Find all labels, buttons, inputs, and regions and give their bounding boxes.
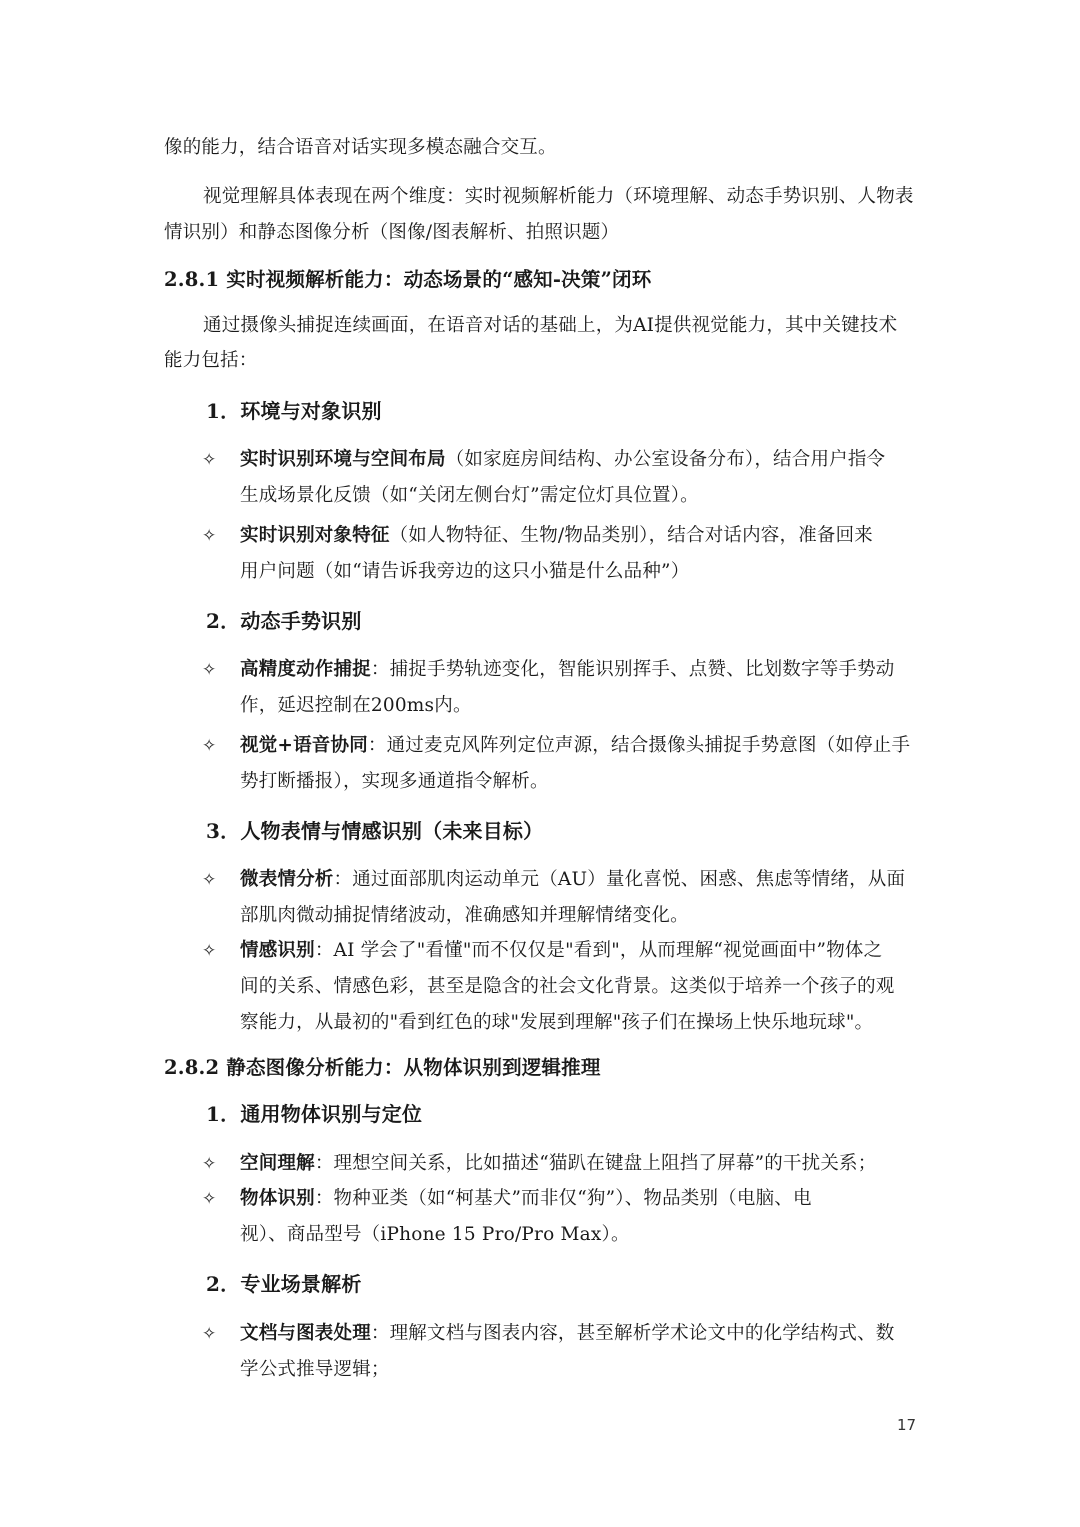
bullet-line — [240, 938, 882, 964]
four-point-star-icon: ✧ — [202, 526, 217, 546]
bullet-line — [240, 867, 905, 893]
bullet-bold-term: 视觉+语音协同 — [240, 735, 368, 756]
bullet-bold-term: 高精度动作捕捉 — [240, 659, 371, 680]
section-2-8-1-para-line-1: 通过摄像头捕捉连续画面，在语音对话的基础上，为AI提供视觉能力，其中关键技术 — [203, 315, 898, 336]
bullet-text: ：捕捉手势轨迹变化，智能识别挥手、点赞、比划数字等手势动 — [370, 659, 895, 680]
four-point-star-icon: ✧ — [202, 941, 217, 961]
bullet-line — [240, 1151, 876, 1177]
bullet-text: ：物种亚类（如“柯基犬”而非仅“狗”）、物品类别（电脑、电 — [314, 1188, 812, 1209]
four-point-star-icon: ✧ — [202, 450, 217, 470]
bullet-continuation: 生成场景化反馈（如“关闭左侧台灯”需定位灯具位置）。 — [240, 485, 699, 506]
page-number: 17 — [897, 1416, 917, 1434]
bullet-text: ：理解文档与图表内容，甚至解析学术论文中的化学结构式、数 — [370, 1323, 895, 1344]
bullet-bold-term: 微表情分析 — [240, 869, 334, 890]
section-heading-2-8-1: 2.8.1 实时视频解析能力：动态场景的“感知-决策”闭环 — [164, 268, 652, 291]
bullet-line — [240, 523, 873, 549]
bullet-bold-term: 文档与图表处理 — [240, 1323, 371, 1344]
bullet-continuation: 间的关系、情感色彩，甚至是隐含的社会文化背景。这类似于培养一个孩子的观 — [240, 976, 895, 997]
bullet-line — [240, 657, 895, 683]
intro-line-1: 像的能力，结合语音对话实现多模态融合交互。 — [164, 137, 557, 158]
bullet-line — [240, 1186, 812, 1212]
bullet-bold-term: 实时识别环境与空间布局 — [240, 449, 446, 470]
bullet-line — [240, 733, 910, 759]
bullet-continuation: 作，延迟控制在200ms内。 — [240, 695, 472, 716]
intro-line-3: 情识别）和静态图像分析（图像/图表解析、拍照识题） — [164, 222, 620, 243]
bullet-text: （如人物特征、生物/物品类别），结合对话内容，准备回来 — [389, 525, 873, 546]
bullet-continuation: 势打断播报），实现多通道指令解析。 — [240, 771, 549, 792]
bullet-text: ：理想空间关系，比如描述“猫趴在键盘上阻挡了屏幕”的干扰关系； — [314, 1153, 877, 1174]
bullet-bold-term: 物体识别 — [240, 1188, 315, 1209]
bullet-bold-term: 情感识别 — [240, 940, 315, 961]
bullet-text: （如家庭房间结构、办公室设备分布），结合用户指令 — [445, 449, 886, 470]
four-point-star-icon: ✧ — [202, 660, 217, 680]
bullet-line — [240, 1321, 895, 1347]
section-2-8-1-para-line-2: 能力包括： — [164, 350, 258, 371]
four-point-star-icon: ✧ — [202, 736, 217, 756]
section-heading-2-8-2: 2.8.2 静态图像分析能力：从物体识别到逻辑推理 — [164, 1056, 601, 1079]
bullet-continuation: 察能力，从最初的"看到红色的球"发展到理解"孩子们在操场上快乐地玩球"。 — [240, 1012, 874, 1033]
bullet-continuation: 视）、商品型号（iPhone 15 Pro/Pro Max）。 — [240, 1224, 630, 1245]
subheading-object-recognition: 1．通用物体识别与定位 — [206, 1102, 423, 1126]
intro-line-2: 视觉理解具体表现在两个维度：实时视频解析能力（环境理解、动态手势识别、人物表 — [203, 186, 914, 207]
four-point-star-icon: ✧ — [202, 1324, 217, 1344]
bullet-bold-term: 实时识别对象特征 — [240, 525, 390, 546]
four-point-star-icon: ✧ — [202, 1154, 217, 1174]
subheading-professional-scenes: 2．专业场景解析 — [206, 1272, 362, 1296]
bullet-line — [240, 447, 885, 473]
subheading-environment-recognition: 1．环境与对象识别 — [206, 399, 382, 423]
bullet-continuation: 用户问题（如“请告诉我旁边的这只小猫是什么品种”） — [240, 561, 690, 582]
bullet-bold-term: 空间理解 — [240, 1153, 315, 1174]
subheading-gesture-recognition: 2．动态手势识别 — [206, 609, 362, 633]
four-point-star-icon: ✧ — [202, 870, 217, 890]
bullet-continuation: 学公式推导逻辑； — [240, 1359, 390, 1380]
subheading-emotion-recognition: 3．人物表情与情感识别（未来目标） — [206, 819, 544, 843]
bullet-text: ：通过麦克风阵列定位声源，结合摄像头捕捉手势意图（如停止手 — [367, 735, 911, 756]
bullet-continuation: 部肌肉微动捕捉情绪波动，准确感知并理解情绪变化。 — [240, 905, 689, 926]
bullet-text: ：通过面部肌肉运动单元（AU）量化喜悦、困惑、焦虑等情绪，从面 — [333, 869, 906, 890]
bullet-text: ：AI 学会了"看懂"而不仅仅是"看到"，从而理解“视觉画面中”物体之 — [314, 940, 883, 961]
four-point-star-icon: ✧ — [202, 1189, 217, 1209]
